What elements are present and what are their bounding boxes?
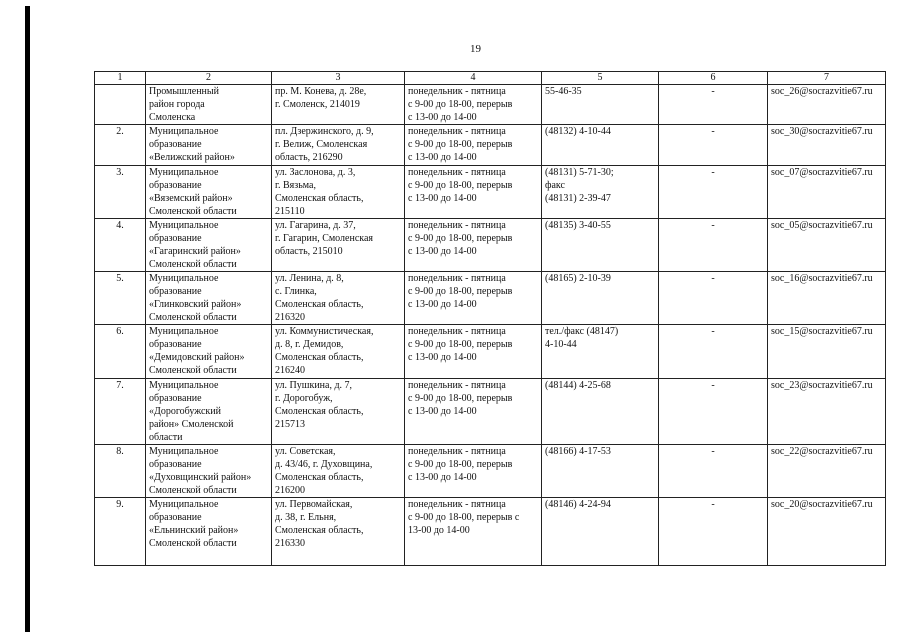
office-phone: (48165) 2-10-39: [542, 272, 659, 325]
office-name: Муниципальное образование «Дорогобужский район» Смоленской области: [146, 379, 272, 445]
column-number: 5: [542, 72, 659, 85]
row-number: 8.: [95, 445, 146, 498]
column-number: 2: [146, 72, 272, 85]
row-number: 3.: [95, 166, 146, 219]
office-site: -: [659, 498, 768, 566]
column-number: 3: [272, 72, 405, 85]
office-site: -: [659, 445, 768, 498]
table-row: [95, 498, 886, 566]
office-email: soc_15@socrazvitie67.ru: [768, 325, 886, 379]
office-hours: понедельник - пятница с 9-00 до 18-00, перерыв с 13-00 до 14-00: [405, 325, 542, 379]
office-address: ул. Заслонова, д. 3, г. Вязьма, Смоленская область, 215110: [272, 166, 405, 219]
office-hours: понедельник - пятница с 9-00 до 18-00, перерыв с 13-00 до 14-00: [405, 219, 542, 272]
office-site: -: [659, 379, 768, 445]
office-name: Муниципальное образование «Глинковский район» Смоленской области: [146, 272, 272, 325]
office-email: soc_30@socrazvitie67.ru: [768, 125, 886, 166]
office-address: ул. Коммунистическая, д. 8, г. Демидов, Смоленская область, 216240: [272, 325, 405, 379]
column-number: 7: [768, 72, 886, 85]
office-email: soc_07@socrazvitie67.ru: [768, 166, 886, 219]
office-phone: (48135) 3-40-55: [542, 219, 659, 272]
office-site: -: [659, 219, 768, 272]
table-row: [95, 379, 886, 445]
table-row: [95, 125, 886, 166]
office-hours: понедельник - пятница с 9-00 до 18-00, перерыв с 13-00 до 14-00: [405, 166, 542, 219]
row-number: 6.: [95, 325, 146, 379]
row-number: 9.: [95, 498, 146, 566]
table-row: [95, 272, 886, 325]
office-name: Муниципальное образование «Демидовский район» Смоленской области: [146, 325, 272, 379]
office-email: soc_05@socrazvitie67.ru: [768, 219, 886, 272]
office-address: пр. М. Конева, д. 28е, г. Смоленск, 214019: [272, 85, 405, 125]
table-row: [95, 445, 886, 498]
table-row: [95, 219, 886, 272]
office-site: -: [659, 272, 768, 325]
column-number: 1: [95, 72, 146, 85]
row-number: [95, 85, 146, 125]
office-address: ул. Гагарина, д. 37, г. Гагарин, Смоленская область, 215010: [272, 219, 405, 272]
office-name: Муниципальное образование «Духовщинский район» Смоленской области: [146, 445, 272, 498]
row-number: 7.: [95, 379, 146, 445]
office-name: Промышленный район города Смоленска: [146, 85, 272, 125]
office-hours: понедельник - пятница с 9-00 до 18-00, перерыв с 13-00 до 14-00: [405, 498, 542, 566]
office-phone: 55-46-35: [542, 85, 659, 125]
row-number: 2.: [95, 125, 146, 166]
row-number: 4.: [95, 219, 146, 272]
office-site: -: [659, 125, 768, 166]
office-site: -: [659, 325, 768, 379]
office-name: Муниципальное образование «Велижский район»: [146, 125, 272, 166]
column-number: 4: [405, 72, 542, 85]
office-phone: (48144) 4-25-68: [542, 379, 659, 445]
office-hours: понедельник - пятница с 9-00 до 18-00, перерыв с 13-00 до 14-00: [405, 379, 542, 445]
office-name: Муниципальное образование «Гагаринский район» Смоленской области: [146, 219, 272, 272]
office-site: -: [659, 85, 768, 125]
office-hours: понедельник - пятница с 9-00 до 18-00, перерыв с 13-00 до 14-00: [405, 85, 542, 125]
table-row: [95, 325, 886, 379]
office-phone: тел./факс (48147) 4-10-44: [542, 325, 659, 379]
office-email: soc_26@socrazvitie67.ru: [768, 85, 886, 125]
office-hours: понедельник - пятница с 9-00 до 18-00, перерыв с 13-00 до 14-00: [405, 125, 542, 166]
office-address: ул. Ленина, д. 8, с. Глинка, Смоленская область, 216320: [272, 272, 405, 325]
office-address: пл. Дзержинского, д. 9, г. Велиж, Смоленская область, 216290: [272, 125, 405, 166]
table-row: [95, 166, 886, 219]
office-phone: (48146) 4-24-94: [542, 498, 659, 566]
page-number: 19: [470, 43, 481, 55]
office-address: ул. Первомайская, д. 38, г. Ельня, Смоленская область, 216330: [272, 498, 405, 566]
office-email: soc_20@socrazvitie67.ru: [768, 498, 886, 566]
office-email: soc_23@socrazvitie67.ru: [768, 379, 886, 445]
row-number: 5.: [95, 272, 146, 325]
office-address: ул. Советская, д. 43/46, г. Духовщина, Смоленская область, 216200: [272, 445, 405, 498]
office-name: Муниципальное образование «Ельнинский район» Смоленской области: [146, 498, 272, 566]
column-number: 6: [659, 72, 768, 85]
office-phone: (48132) 4-10-44: [542, 125, 659, 166]
office-email: soc_22@socrazvitie67.ru: [768, 445, 886, 498]
margin-bar: [25, 6, 30, 632]
offices-table: [94, 71, 886, 566]
office-address: ул. Пушкина, д. 7, г. Дорогобуж, Смоленская область, 215713: [272, 379, 405, 445]
office-name: Муниципальное образование «Вяземский район» Смоленской области: [146, 166, 272, 219]
office-phone: (48166) 4-17-53: [542, 445, 659, 498]
table-row: [95, 85, 886, 125]
office-site: -: [659, 166, 768, 219]
office-hours: понедельник - пятница с 9-00 до 18-00, перерыв с 13-00 до 14-00: [405, 272, 542, 325]
column-number-row: [95, 72, 886, 85]
office-hours: понедельник - пятница с 9-00 до 18-00, перерыв с 13-00 до 14-00: [405, 445, 542, 498]
office-phone: (48131) 5-71-30; факс (48131) 2-39-47: [542, 166, 659, 219]
office-email: soc_16@socrazvitie67.ru: [768, 272, 886, 325]
